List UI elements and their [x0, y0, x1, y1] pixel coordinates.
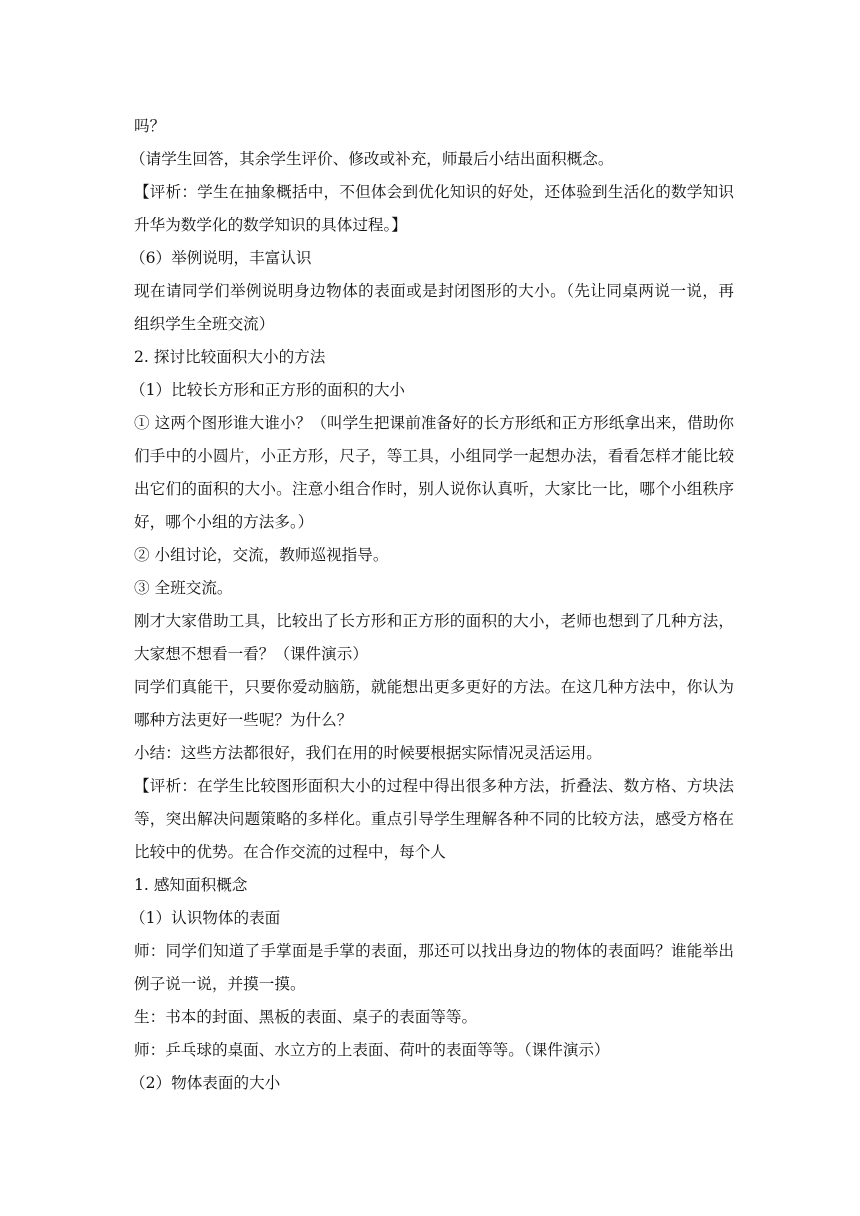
paragraph: 小结：这些方法都很好，我们在用的时候要根据实际情况灵活运用。: [134, 744, 602, 762]
paragraph: ② 小组讨论，交流，教师巡视指导。: [134, 546, 389, 564]
paragraph: 师：同学们知道了手掌面是手掌的表面，那还可以找出身边的物体的表面吗？谁能举出例子说一说，并摸一摸。: [134, 942, 734, 993]
section-heading: 1. 感知面积概念: [134, 876, 248, 894]
section-heading: （1）比较长方形和正方形的面积的大小: [130, 381, 406, 399]
section-heading: （1）认识物体的表面: [130, 909, 281, 927]
paragraph: ① 这两个图形谁大谁小？（叫学生把课前准备好的长方形纸和正方形纸拿出来，借助你们手中的小圆片，小正方形，尺子，等工具，小组同学一起想办法，看看怎样才能比较出它们的面积的大小。注意小组合作时，别人说你认真听，大家比一比，哪个小组秩序好，哪个小组的方法多。）: [134, 414, 734, 531]
paragraph: 刚才大家借助工具，比较出了长方形和正方形的面积的大小，老师也想到了几种方法，大家想不想看一看？（课件演示）: [134, 612, 734, 663]
paragraph: 【评析：在学生比较图形面积大小的过程中得出很多种方法，折叠法、数方格、方块法等，突出解决问题策略的多样化。重点引导学生理解各种不同的比较方法，感受方格在比较中的优势。在合作交流的过程中，每个人: [134, 777, 734, 861]
paragraph: 【评析：学生在抽象概括中，不但体会到优化知识的好处，还体验到生活化的数学知识升华为数学化的数学知识的具体过程。】: [134, 183, 734, 234]
paragraph: 师：乒乓球的桌面、水立方的上表面、荷叶的表面等等。（课件演示）: [134, 1041, 610, 1059]
paragraph: 现在请同学们举例说明身边物体的表面或是封闭图形的大小。（先让同桌两说一说，再组织学生全班交流）: [134, 282, 734, 333]
document-body: [130, 110, 734, 1100]
section-heading: （2）物体表面的大小: [130, 1074, 281, 1092]
paragraph: 吗？: [134, 117, 166, 135]
paragraph: 生：书本的封面、黑板的表面、桌子的表面等等。: [134, 1008, 478, 1026]
paragraph: （请学生回答，其余学生评价、修改或补充，师最后小结出面积概念。: [130, 150, 614, 168]
paragraph: ③ 全班交流。: [134, 579, 233, 597]
paragraph: 同学们真能干，只要你爱动脑筋，就能想出更多更好的方法。在这几种方法中，你认为哪种方法更好一些呢？为什么？: [134, 678, 734, 729]
section-heading: （6）举例说明，丰富认识: [130, 249, 312, 267]
section-heading: 2. 探讨比较面积大小的方法: [134, 348, 326, 366]
